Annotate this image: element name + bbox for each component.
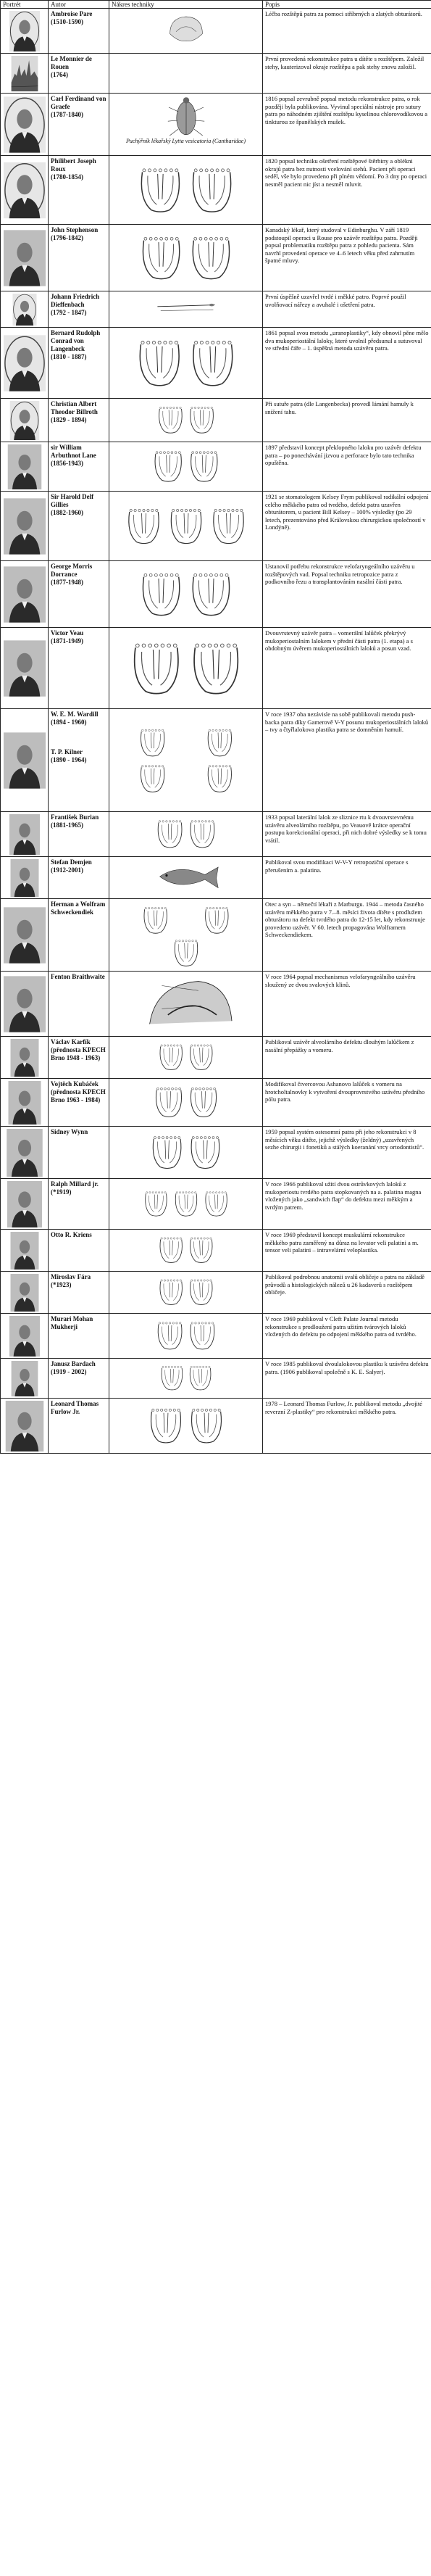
author-years: (1764) (51, 71, 68, 78)
author-cell (49, 94, 109, 156)
author-cell (49, 1230, 109, 1272)
author-name: František Burian (51, 813, 99, 821)
portrait-cell (1, 9, 49, 54)
palate-pair-drawing (112, 813, 261, 853)
author-cell (49, 442, 109, 492)
author-years: (1787-1840) (51, 111, 83, 118)
description-cell (263, 156, 431, 225)
description-cell (263, 628, 431, 709)
portrait-cell (1, 628, 49, 709)
fish-drawing (112, 858, 261, 895)
technique-cell (109, 1127, 263, 1179)
author-years: (1792 - 1847) (51, 309, 87, 316)
city-view-image (4, 56, 46, 91)
technique-cell (109, 1037, 263, 1079)
author-cell (49, 857, 109, 899)
portrait-image (4, 330, 46, 397)
table-row (1, 442, 431, 492)
table-row (1, 156, 431, 225)
table-row (1, 492, 431, 561)
description-text: První provedená rekonstrukce patra u dítěte s rozštěpem. Založil stehy, kauterizoval okraje rozštěpu a pak stehy znovu založil. (265, 55, 424, 70)
description-cell (263, 1079, 431, 1127)
description-cell (263, 54, 431, 94)
portrait-image (4, 711, 46, 810)
author-name: Ambroise Pare (51, 10, 93, 17)
author-cell (49, 156, 109, 225)
description-text: Kanadský lékař, který studoval v Edinburghu. V září 1819 podstoupil operaci u Rouse pro uzávěr rozštěpu patra. Později popsal problematiku rozštěpu patra z pohledu pacienta. Sám navrhl provedení operace ve 4–6 letech věku před zahrnutím špatné mluvy. (265, 226, 418, 264)
portrait-image (4, 1316, 46, 1357)
author-name: Victor Veau (51, 629, 84, 637)
author-name: Christian Albert Theodor Billroth (51, 400, 98, 415)
description-text: V roce 1937 oba nezávisle na sobě publikovali metodu push-backa patra díky Gamerově V-Y posunu mukoperiostálních laloků – tvy a čtyřlalokova plastika patra se domněním hamulí. (265, 711, 429, 733)
portrait-cell (1, 899, 49, 972)
description-text: 1816 popsal zevrubně popsal metodu rekonstrukce patra, o rok později byla publikována. Vyvinul speciální nástroje pro sutury patra po náhodném zjištění rozštěpu kyselinou chlorovodíkovou a tinkturou ze španělských mušek. (265, 95, 428, 125)
palate-pair-drawing (112, 225, 261, 288)
palate-pair-drawing (112, 328, 261, 395)
description-cell (263, 1272, 431, 1314)
table-row (1, 399, 431, 442)
table-row (1, 1127, 431, 1179)
author-cell (49, 1314, 109, 1359)
description-cell (263, 399, 431, 442)
technique-cell (109, 1179, 263, 1230)
author-name: Herman a Wolfram Schweckendiek (51, 900, 106, 916)
author-years: (1829 - 1894) (51, 416, 87, 423)
portrait-cell (1, 225, 49, 291)
author-years: (1877-1948) (51, 579, 83, 586)
portrait-image (4, 563, 46, 626)
author-years: (1912-2001) (51, 866, 83, 874)
portrait-image (4, 494, 46, 559)
table-row (1, 225, 431, 291)
author-name: W. E. M. Wardill (51, 711, 99, 718)
table-row (1, 709, 431, 812)
author-name: Václav Karfík (přednosta KPECH Brno 1948 - 1963) (51, 1038, 106, 1061)
description-text: Při sutuře patra (dle Langenbecka) provedl lámání hamuly k snížení tahu. (265, 400, 414, 415)
description-cell (263, 1314, 431, 1359)
author-cell (49, 1272, 109, 1314)
author-years: (*1919) (51, 1188, 72, 1196)
palate-pair-drawing (112, 399, 261, 439)
header-author: Autor (49, 1, 109, 9)
technique-cell (109, 899, 263, 972)
description-cell (263, 492, 431, 561)
table-row (1, 628, 431, 709)
portrait-cell (1, 972, 49, 1037)
table-row (1, 972, 431, 1037)
author-years: (1510-1590) (51, 18, 83, 25)
description-text: V roce 1985 publikoval dvoulalokovou plastiku k uzávěru defektu patra. (1906 publikoval společně s K. E. Salyer). (265, 1360, 429, 1375)
description-cell (263, 9, 431, 54)
portrait-image (4, 1274, 46, 1312)
portrait-image (4, 1081, 46, 1125)
portrait-cell (1, 399, 49, 442)
description-text: 1933 popsal laterální lalok ze sliznice rtu k dvouvrstevnému uzávěru alveolárního rozštěpu, po Veauově krátce operační postupu korekcionální operaci, při nich dobré výsledky se k tomu vrátil. (265, 813, 427, 844)
description-text: Otec a syn – němečtí lékaři z Marburgu. 1944 – metoda časného uzávěru měkkého patra v 7.–8. měsíci života dítěte s prodlužem obturátoru na defekt tvrdého patra do 12-15 let, kdy rekonstruuje provedeno uzávěr. V 60. letech propagována Wolframem Schweckendiekem. (265, 900, 425, 938)
technique-cell (109, 1359, 263, 1399)
author-name: Johann Friedrich Dieffenbach (51, 293, 100, 308)
portrait-image (4, 1129, 46, 1177)
author-years: (1810 - 1887) (51, 353, 87, 360)
portrait-cell (1, 1230, 49, 1272)
portrait-cell (1, 1079, 49, 1127)
portrait-image (4, 1232, 46, 1270)
author-cell (49, 1037, 109, 1079)
author-name: Vojtěch Kubáček (přednosta KPECH Brno 1963 - 1984) (51, 1080, 106, 1103)
author-cell (49, 225, 109, 291)
author-cell (49, 972, 109, 1037)
portrait-cell (1, 1037, 49, 1079)
description-text: 1978 – Leonard Thomas Furlow, Jr. publikoval metodu „dvojité reverzní Z-plastiky“ pro rekonstrukci měkkého patra. (265, 1400, 422, 1415)
portrait-image (4, 401, 46, 440)
author-name: Stefan Demjen (51, 858, 92, 866)
portrait-cell (1, 1399, 49, 1454)
description-cell (263, 1359, 431, 1399)
portrait-image (4, 96, 46, 154)
table-row (1, 54, 431, 94)
table-row (1, 1179, 431, 1230)
portrait-image (4, 1401, 46, 1451)
table-row (1, 1037, 431, 1079)
description-text: Publikoval svou modifikaci W-V-Y retropoziční operace s přerušením a. palatina. (265, 858, 409, 874)
technique-cell (109, 156, 263, 225)
portrait-cell (1, 156, 49, 225)
author-name: Fenton Braithwaite (51, 973, 105, 980)
description-text: 1820 popsal techniku ošetření rozštěpové štěrbiny a oblékni okrajů patra bez nutnosti vcelování stehů. Pacient při operaci seděl, vše bylo provedeno při plném vědomí. Po 3 dny po operaci nesměl pacient nic jíst a nesměl mluvit. (265, 157, 427, 188)
author-name: Murari Mohan Mukherji (51, 1315, 93, 1330)
description-cell (263, 899, 431, 972)
technique-cell (109, 291, 263, 328)
description-cell (263, 561, 431, 628)
author-cell (49, 1359, 109, 1399)
portrait-image (4, 11, 46, 51)
description-cell (263, 857, 431, 899)
technique-cell (109, 9, 263, 54)
table-header-row (1, 1, 431, 9)
palate-pair-drawing (112, 1080, 261, 1123)
portrait-cell (1, 857, 49, 899)
portrait-image (4, 814, 46, 855)
palate-pair-drawing (112, 562, 261, 624)
table-row (1, 1314, 431, 1359)
technique-cell (109, 857, 263, 899)
description-cell (263, 812, 431, 857)
portrait-cell (1, 94, 49, 156)
author-cell (49, 1399, 109, 1454)
description-text: 1921 se stomatologem Kelsey Frym publikoval radikální odpojení celého měkkého patra od tvrdého, defekt patra uzavřen obturátorem, u pacient Bill Kelsey – 100% výsledky (po 29 letech, prezentováno před Královskou chirurgickou společností v Londýně). (265, 493, 429, 531)
author-years: (1856-1943) (51, 460, 83, 467)
technique-cell (109, 225, 263, 291)
portrait-image (4, 974, 46, 1035)
description-text: V roce 1969 publikoval v Cleft Palate Journal metodu rekonstrukce s prodloužení patra užitím tvárových laloků vložených do defektu po odpojení měkkého patra od tvrdého. (265, 1315, 417, 1338)
table-row (1, 899, 431, 972)
portrait-image (4, 227, 46, 289)
description-cell (263, 291, 431, 328)
technique-cell (109, 1272, 263, 1314)
portrait-image (4, 444, 46, 489)
author-name: Sir Harold Delf Gillies (51, 493, 94, 508)
palate-pair-drawing (112, 157, 261, 221)
table-row (1, 94, 431, 156)
description-text: Publikoval uzávěr alveolárního defektu dlouhým lalůčkem z nasální přepážky a vomeru. (265, 1038, 414, 1053)
portrait-cell (1, 561, 49, 628)
author-name: Leonard Thomas Furlow Jr. (51, 1400, 99, 1415)
description-cell (263, 1230, 431, 1272)
palate-pair-drawing (112, 1359, 261, 1395)
palate-triple-drawing (112, 1180, 261, 1226)
author-cell (49, 709, 109, 812)
portrait-cell (1, 1179, 49, 1230)
author-cell (49, 899, 109, 972)
portrait-image (4, 1361, 46, 1396)
author-years: (1882-1960) (51, 509, 83, 516)
portrait-cell (1, 442, 49, 492)
author-years: (1780-1854) (51, 173, 83, 181)
portrait-cell (1, 1272, 49, 1314)
author-name: John Stephenson (51, 226, 99, 233)
author-cell (49, 9, 109, 54)
technique-cell (109, 442, 263, 492)
author-years: (1890 - 1964) (51, 756, 87, 763)
author-years: (1919 - 2002) (51, 1368, 87, 1375)
author-name: Miroslav Fára (*1923) (51, 1273, 91, 1288)
obturator-drawing (112, 9, 261, 50)
palate-pair-drawing (112, 1314, 261, 1355)
author-name: Otto R. Kriens (51, 1231, 92, 1238)
description-text: V roce 1966 publikoval užití dvou ostrůvkových laloků z mukoperiostu tvrdého patra stopkovaných na a. palatina magna vložených jako „sandwich flap“ do defektu mezi měkkým a tvrdým patrem. (265, 1180, 422, 1211)
portrait-cell (1, 812, 49, 857)
table-row (1, 9, 431, 54)
technique-cell (109, 1079, 263, 1127)
portrait-cell (1, 1127, 49, 1179)
technique-cell (109, 328, 263, 399)
author-cell (49, 812, 109, 857)
description-text: 1959 popsal systém ostesomní patra při jeho rekonstrukci v 8 měsících věku dítěte, jejichž výsledky (želdný) „uzavřených sezhe chirurgii i fonetiků a stálých koeranání vrcy ortodontistů“. (265, 1128, 424, 1151)
table-row (1, 1399, 431, 1454)
description-cell (263, 1127, 431, 1179)
author-name: Janusz Bardach (51, 1360, 96, 1367)
author-name: Carl Ferdinand von Graefe (51, 95, 106, 110)
author-cell (49, 328, 109, 399)
table-row (1, 328, 431, 399)
author-name: Bernard Rudolph Conrad von Langenbeck (51, 329, 101, 352)
header-technique: Nákres techniky (109, 1, 263, 9)
palate-triple-drawing (112, 492, 261, 558)
palate-pair-drawing (112, 1399, 261, 1450)
technique-cell (109, 492, 263, 561)
table-row (1, 1272, 431, 1314)
header-portrait: Portrét (1, 1, 49, 9)
description-cell (263, 972, 431, 1037)
description-cell (263, 94, 431, 156)
palate-pair-drawing (112, 443, 261, 488)
two-stage-drawing (112, 900, 261, 968)
palate-pair-drawing (112, 1127, 261, 1175)
description-cell (263, 709, 431, 812)
instruments-drawing (112, 292, 261, 324)
palate-pair-drawing (112, 629, 261, 705)
author-cell (49, 1079, 109, 1127)
author-years: (1881-1965) (51, 821, 83, 829)
portrait-cell (1, 54, 49, 94)
description-cell (263, 1037, 431, 1079)
description-text: Publikoval podrobnou anatomii svalů obličeje a patra na základě průvodů a histologických nálezů u 26 kadaverů s rozštěpem obličeje. (265, 1273, 424, 1296)
author-name: George Morris Dorrance (51, 563, 93, 578)
description-cell (263, 1179, 431, 1230)
technique-cell (109, 399, 263, 442)
beetle-drawing (112, 94, 261, 138)
description-text: V roce 1964 popsal mechanismus velofaryngeálního uzávěru sloužený ze dvou svalových klinů. (265, 973, 416, 988)
description-text: Dvouvrstevný uzávěr patra – vomerální lalůček překrývý mukoperiostalním lalokem v přední části patra (1. etapa) a s obdobným úvěrem mukoperiostálních laloků a posun vzad. (265, 629, 413, 652)
author-name: T. P. Kilner (51, 748, 83, 755)
description-text: Léčba rozštěpů patra za pomoci stříbrných a zlatých obturátorů. (265, 10, 422, 17)
palate-pair-drawing (112, 1272, 261, 1310)
author-cell (49, 628, 109, 709)
technique-cell (109, 561, 263, 628)
author-cell (49, 561, 109, 628)
author-years: (1871-1949) (51, 637, 83, 645)
portrait-cell (1, 492, 49, 561)
portrait-image (4, 1039, 46, 1077)
author-name: Le Monnier de Rouen (51, 55, 92, 70)
table-row (1, 1230, 431, 1272)
table-row (1, 1079, 431, 1127)
description-cell (263, 225, 431, 291)
author-cell (49, 1179, 109, 1230)
portrait-image (4, 158, 46, 223)
author-cell (49, 54, 109, 94)
technique-cell (109, 1230, 263, 1272)
technique-cell (109, 972, 263, 1037)
portrait-image (4, 859, 46, 897)
technique-cell (109, 1399, 263, 1454)
description-text: Modifikoval čtvercovou Ashanovo lalůček s vomeru na hrotcholtalnovky k vytvoření dvouprovrstvého uzávěru předního pólu patra. (265, 1080, 425, 1103)
description-cell (263, 1399, 431, 1454)
technique-cell (109, 812, 263, 857)
technique-caption: Puchýřník lékařský Lytta vesicatoria (Cantharidae) (125, 138, 246, 144)
author-cell (49, 399, 109, 442)
author-cell (49, 1127, 109, 1179)
palate-pair-drawing (112, 1038, 261, 1075)
technique-cell (109, 628, 263, 709)
technique-cell (109, 54, 263, 94)
portrait-image (4, 630, 46, 707)
description-text: V roce 1969 představil koncept muskulární rekonstrukce měkkého patra zaměřený na důraz na levator veli palatini a m. tensor veli palatini – intravelární veloplastika. (265, 1231, 419, 1254)
header-description: Popis (263, 1, 431, 9)
table-row (1, 1359, 431, 1399)
portrait-cell (1, 1314, 49, 1359)
table-row (1, 561, 431, 628)
description-text: Ustanovil potřebu rekonstrukce velofaryngeálního uzávěru u rozštěpových vad. Popsal techniku retropozice patra z podkovního řezu a transplantováním nasální části patra. (265, 563, 415, 585)
portrait-image (4, 294, 46, 326)
table-row (1, 291, 431, 328)
technique-cell (109, 709, 263, 812)
description-cell (263, 442, 431, 492)
author-name: sir William Arbuthnot Lane (51, 444, 96, 459)
technique-cell (109, 1314, 263, 1359)
palate-pair-drawing (112, 1230, 261, 1268)
description-text: První úspěšně uzavřel tvrdé i měkké patro. Poprvé použil uvolňovací nářezy a avuhalé i ošetření patra. (265, 293, 406, 308)
author-cell (49, 291, 109, 328)
portrait-image (4, 1181, 46, 1227)
description-cell (263, 328, 431, 399)
description-text: 1861 popsal svou metodu „uranoplastiky“, kdy obnovil pěne mělo dva mukoperiostální laloky, které uvolnil předsunul a sutuvoval ve střední čáře – 1. úspěšná metoda uzávěru patra. (265, 329, 429, 352)
anatomy-drawing (112, 972, 261, 1033)
vy-quad-drawing (112, 710, 261, 808)
author-years: (1894 - 1960) (51, 718, 87, 726)
author-name: Sidney Wynn (51, 1128, 88, 1135)
portrait-cell (1, 328, 49, 399)
author-cell (49, 492, 109, 561)
author-years: (1796-1842) (51, 234, 83, 241)
table-row (1, 857, 431, 899)
portrait-cell (1, 1359, 49, 1399)
table-row (1, 812, 431, 857)
portrait-image (4, 901, 46, 969)
portrait-cell (1, 709, 49, 812)
description-text: 1897 představil koncept překlopného laloku pro uzávěr defektu patra – po ponechávání jizvou a perforace bylo tato technika opuštěna. (265, 444, 422, 466)
technique-cell (109, 94, 263, 156)
portrait-cell (1, 291, 49, 328)
author-name: Philibert Joseph Roux (51, 157, 96, 173)
author-name: Ralph Millard jr. (51, 1180, 99, 1188)
